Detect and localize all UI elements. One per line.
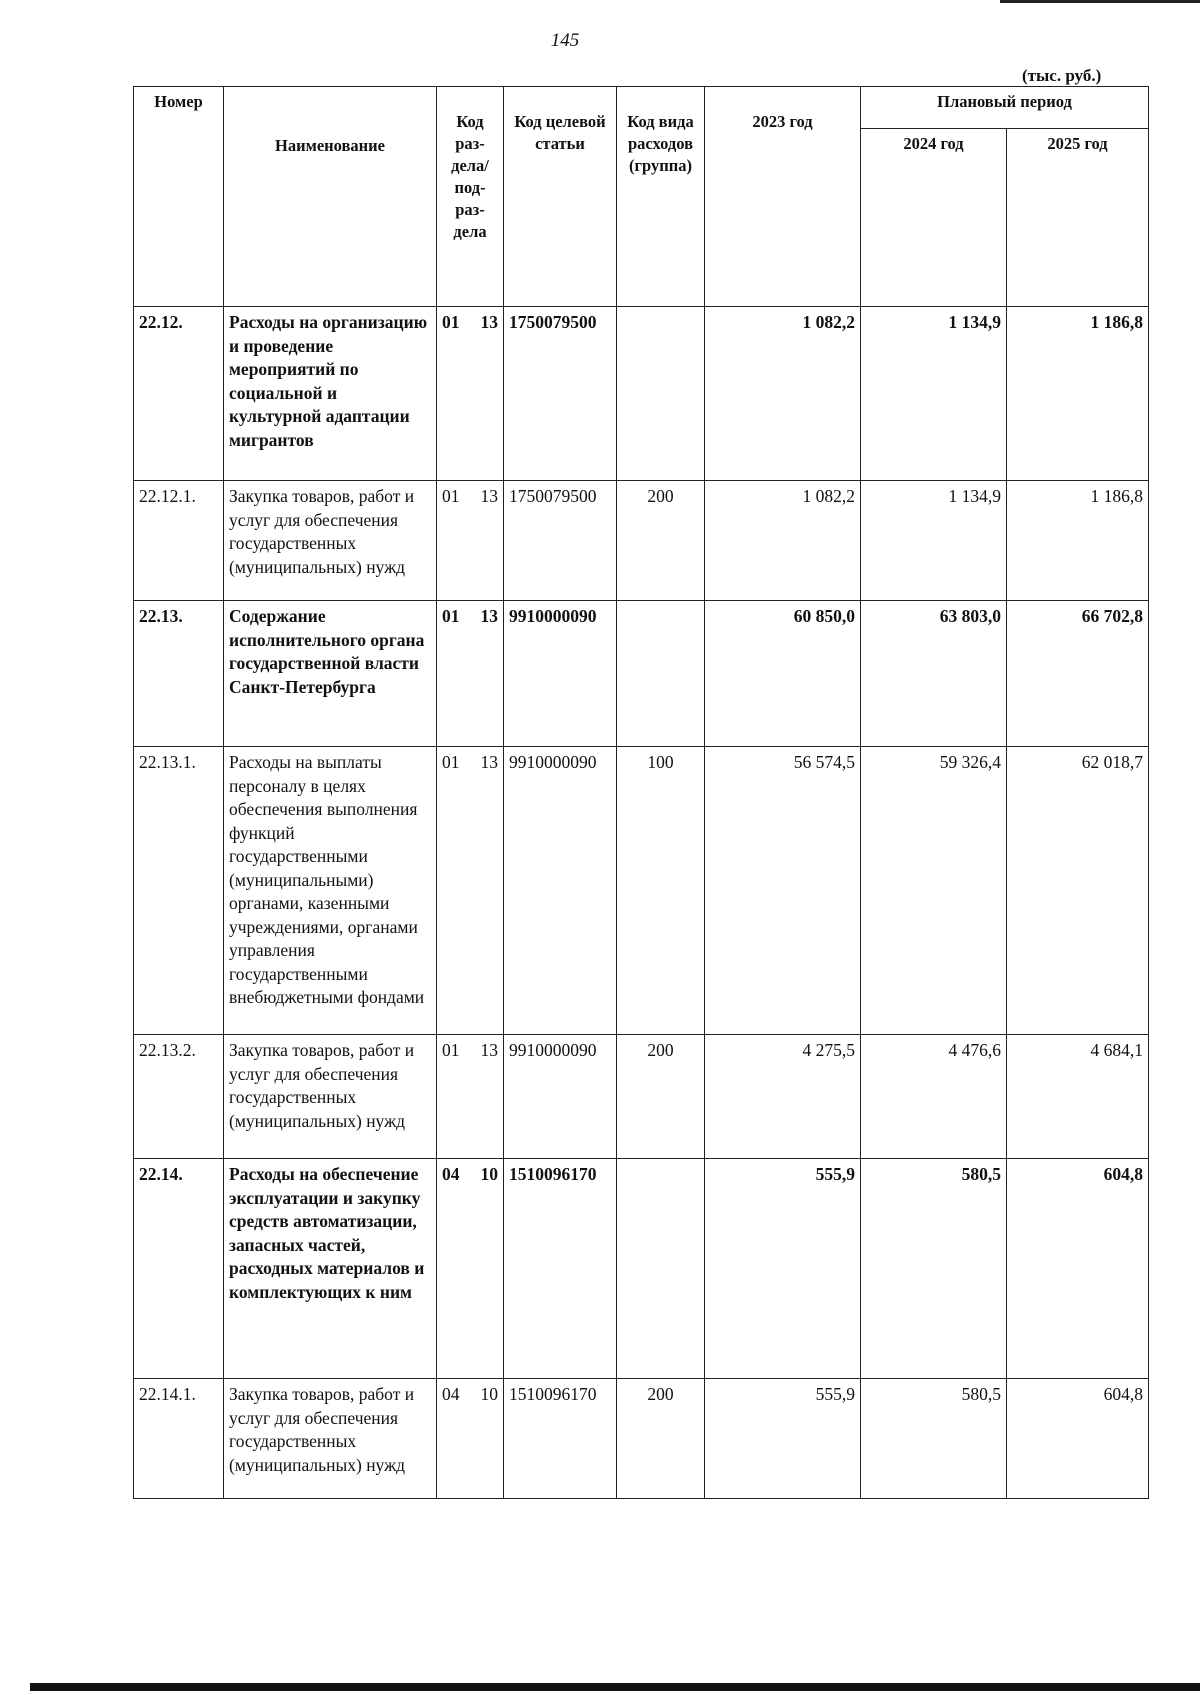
row-section: 01 bbox=[442, 752, 460, 772]
row-value-2025: 1 186,8 bbox=[1007, 481, 1149, 601]
units-label: (тыс. руб.) bbox=[1022, 66, 1102, 85]
row-subsection: 13 bbox=[480, 606, 498, 626]
row-value-2023: 56 574,5 bbox=[705, 747, 861, 1035]
row-target-code: 9910000090 bbox=[504, 747, 617, 1035]
row-expense-type: 200 bbox=[617, 481, 705, 601]
row-value-2025: 66 702,8 bbox=[1007, 601, 1149, 747]
table-row bbox=[134, 307, 1149, 481]
table-row bbox=[134, 1035, 1149, 1159]
header-year-2025: 2025 год bbox=[1007, 129, 1149, 307]
row-value-2024: 580,5 bbox=[861, 1159, 1007, 1379]
row-target-code: 9910000090 bbox=[504, 1035, 617, 1159]
row-value-2023: 60 850,0 bbox=[705, 601, 861, 747]
row-value-2023: 1 082,2 bbox=[705, 481, 861, 601]
row-value-2025: 1 186,8 bbox=[1007, 307, 1149, 481]
row-value-2024: 1 134,9 bbox=[861, 481, 1007, 601]
row-value-2023: 4 275,5 bbox=[705, 1035, 861, 1159]
row-section-code bbox=[437, 601, 504, 747]
row-target-code: 1510096170 bbox=[504, 1379, 617, 1499]
row-subsection: 13 bbox=[480, 752, 498, 772]
row-number: 22.14. bbox=[134, 1159, 224, 1379]
row-name: Расходы на обеспечение эксплуатации и закупку средств автоматизации, запасных частей, расходных материалов и комплектующих к ним bbox=[224, 1159, 437, 1379]
table-row bbox=[134, 747, 1149, 1035]
row-value-2023: 555,9 bbox=[705, 1379, 861, 1499]
header-year-2023: 2023 год bbox=[705, 87, 861, 307]
row-number: 22.12.1. bbox=[134, 481, 224, 601]
row-section: 04 bbox=[442, 1384, 460, 1404]
row-name: Расходы на выплаты персоналу в целях обеспечения выполнения функций государственными (муниципальными) органами, казенными учреждениями, органами управления государственными внебюджетными фондами bbox=[224, 747, 437, 1035]
row-expense-type bbox=[617, 1159, 705, 1379]
budget-table bbox=[133, 86, 1149, 1499]
row-section-code bbox=[437, 1159, 504, 1379]
row-value-2024: 59 326,4 bbox=[861, 747, 1007, 1035]
header-year-2024: 2024 год bbox=[861, 129, 1007, 307]
bottom-rule bbox=[30, 1683, 1200, 1691]
table-body bbox=[134, 307, 1149, 1499]
row-section: 04 bbox=[442, 1164, 460, 1184]
row-expense-type bbox=[617, 601, 705, 747]
row-section: 01 bbox=[442, 1040, 460, 1060]
row-name: Содержание исполнительного органа государственной власти Санкт-Петербурга bbox=[224, 601, 437, 747]
row-value-2025: 62 018,7 bbox=[1007, 747, 1149, 1035]
row-number: 22.13.2. bbox=[134, 1035, 224, 1159]
row-target-code: 1750079500 bbox=[504, 307, 617, 481]
row-section: 01 bbox=[442, 486, 460, 506]
row-section-code bbox=[437, 1035, 504, 1159]
header-section-code: Код раз-дела/ под-раз-дела bbox=[437, 87, 504, 307]
row-name: Закупка товаров, работ и услуг для обеспечения государственных (муниципальных) нужд bbox=[224, 481, 437, 601]
row-subsection: 13 bbox=[480, 1040, 498, 1060]
row-section: 01 bbox=[442, 606, 460, 626]
row-subsection: 13 bbox=[480, 312, 498, 332]
row-expense-type: 200 bbox=[617, 1035, 705, 1159]
row-number: 22.13.1. bbox=[134, 747, 224, 1035]
header-row-1 bbox=[134, 87, 1149, 129]
row-section-code bbox=[437, 747, 504, 1035]
row-value-2024: 63 803,0 bbox=[861, 601, 1007, 747]
row-expense-type: 100 bbox=[617, 747, 705, 1035]
row-section-code bbox=[437, 307, 504, 481]
row-subsection: 13 bbox=[480, 486, 498, 506]
row-section-code bbox=[437, 1379, 504, 1499]
row-value-2024: 4 476,6 bbox=[861, 1035, 1007, 1159]
header-number: Номер bbox=[134, 87, 224, 307]
header-expense-type-code: Код вида расходов (группа) bbox=[617, 87, 705, 307]
table-row bbox=[134, 1159, 1149, 1379]
header-target-code: Код целевой статьи bbox=[504, 87, 617, 307]
row-value-2024: 1 134,9 bbox=[861, 307, 1007, 481]
row-section: 01 bbox=[442, 312, 460, 332]
row-number: 22.13. bbox=[134, 601, 224, 747]
table-row bbox=[134, 601, 1149, 747]
row-value-2023: 1 082,2 bbox=[705, 307, 861, 481]
row-expense-type bbox=[617, 307, 705, 481]
row-value-2023: 555,9 bbox=[705, 1159, 861, 1379]
row-target-code: 1750079500 bbox=[504, 481, 617, 601]
row-name: Расходы на организацию и проведение мероприятий по социальной и культурной адаптации мигрантов bbox=[224, 307, 437, 481]
row-name: Закупка товаров, работ и услуг для обеспечения государственных (муниципальных) нужд bbox=[224, 1035, 437, 1159]
row-name: Закупка товаров, работ и услуг для обеспечения государственных (муниципальных) нужд bbox=[224, 1379, 437, 1499]
row-value-2025: 604,8 bbox=[1007, 1379, 1149, 1499]
header-name: Наименование bbox=[224, 87, 437, 307]
page-number: 145 bbox=[550, 30, 580, 51]
row-number: 22.14.1. bbox=[134, 1379, 224, 1499]
row-target-code: 1510096170 bbox=[504, 1159, 617, 1379]
row-target-code: 9910000090 bbox=[504, 601, 617, 747]
row-section-code bbox=[437, 481, 504, 601]
row-number: 22.12. bbox=[134, 307, 224, 481]
header-planned-period: Плановый период bbox=[861, 87, 1149, 129]
table-row bbox=[134, 1379, 1149, 1499]
row-value-2025: 604,8 bbox=[1007, 1159, 1149, 1379]
table-row bbox=[134, 481, 1149, 601]
row-expense-type: 200 bbox=[617, 1379, 705, 1499]
row-value-2024: 580,5 bbox=[861, 1379, 1007, 1499]
row-subsection: 10 bbox=[480, 1384, 498, 1404]
row-value-2025: 4 684,1 bbox=[1007, 1035, 1149, 1159]
row-subsection: 10 bbox=[480, 1164, 498, 1184]
top-rule bbox=[1000, 0, 1200, 3]
